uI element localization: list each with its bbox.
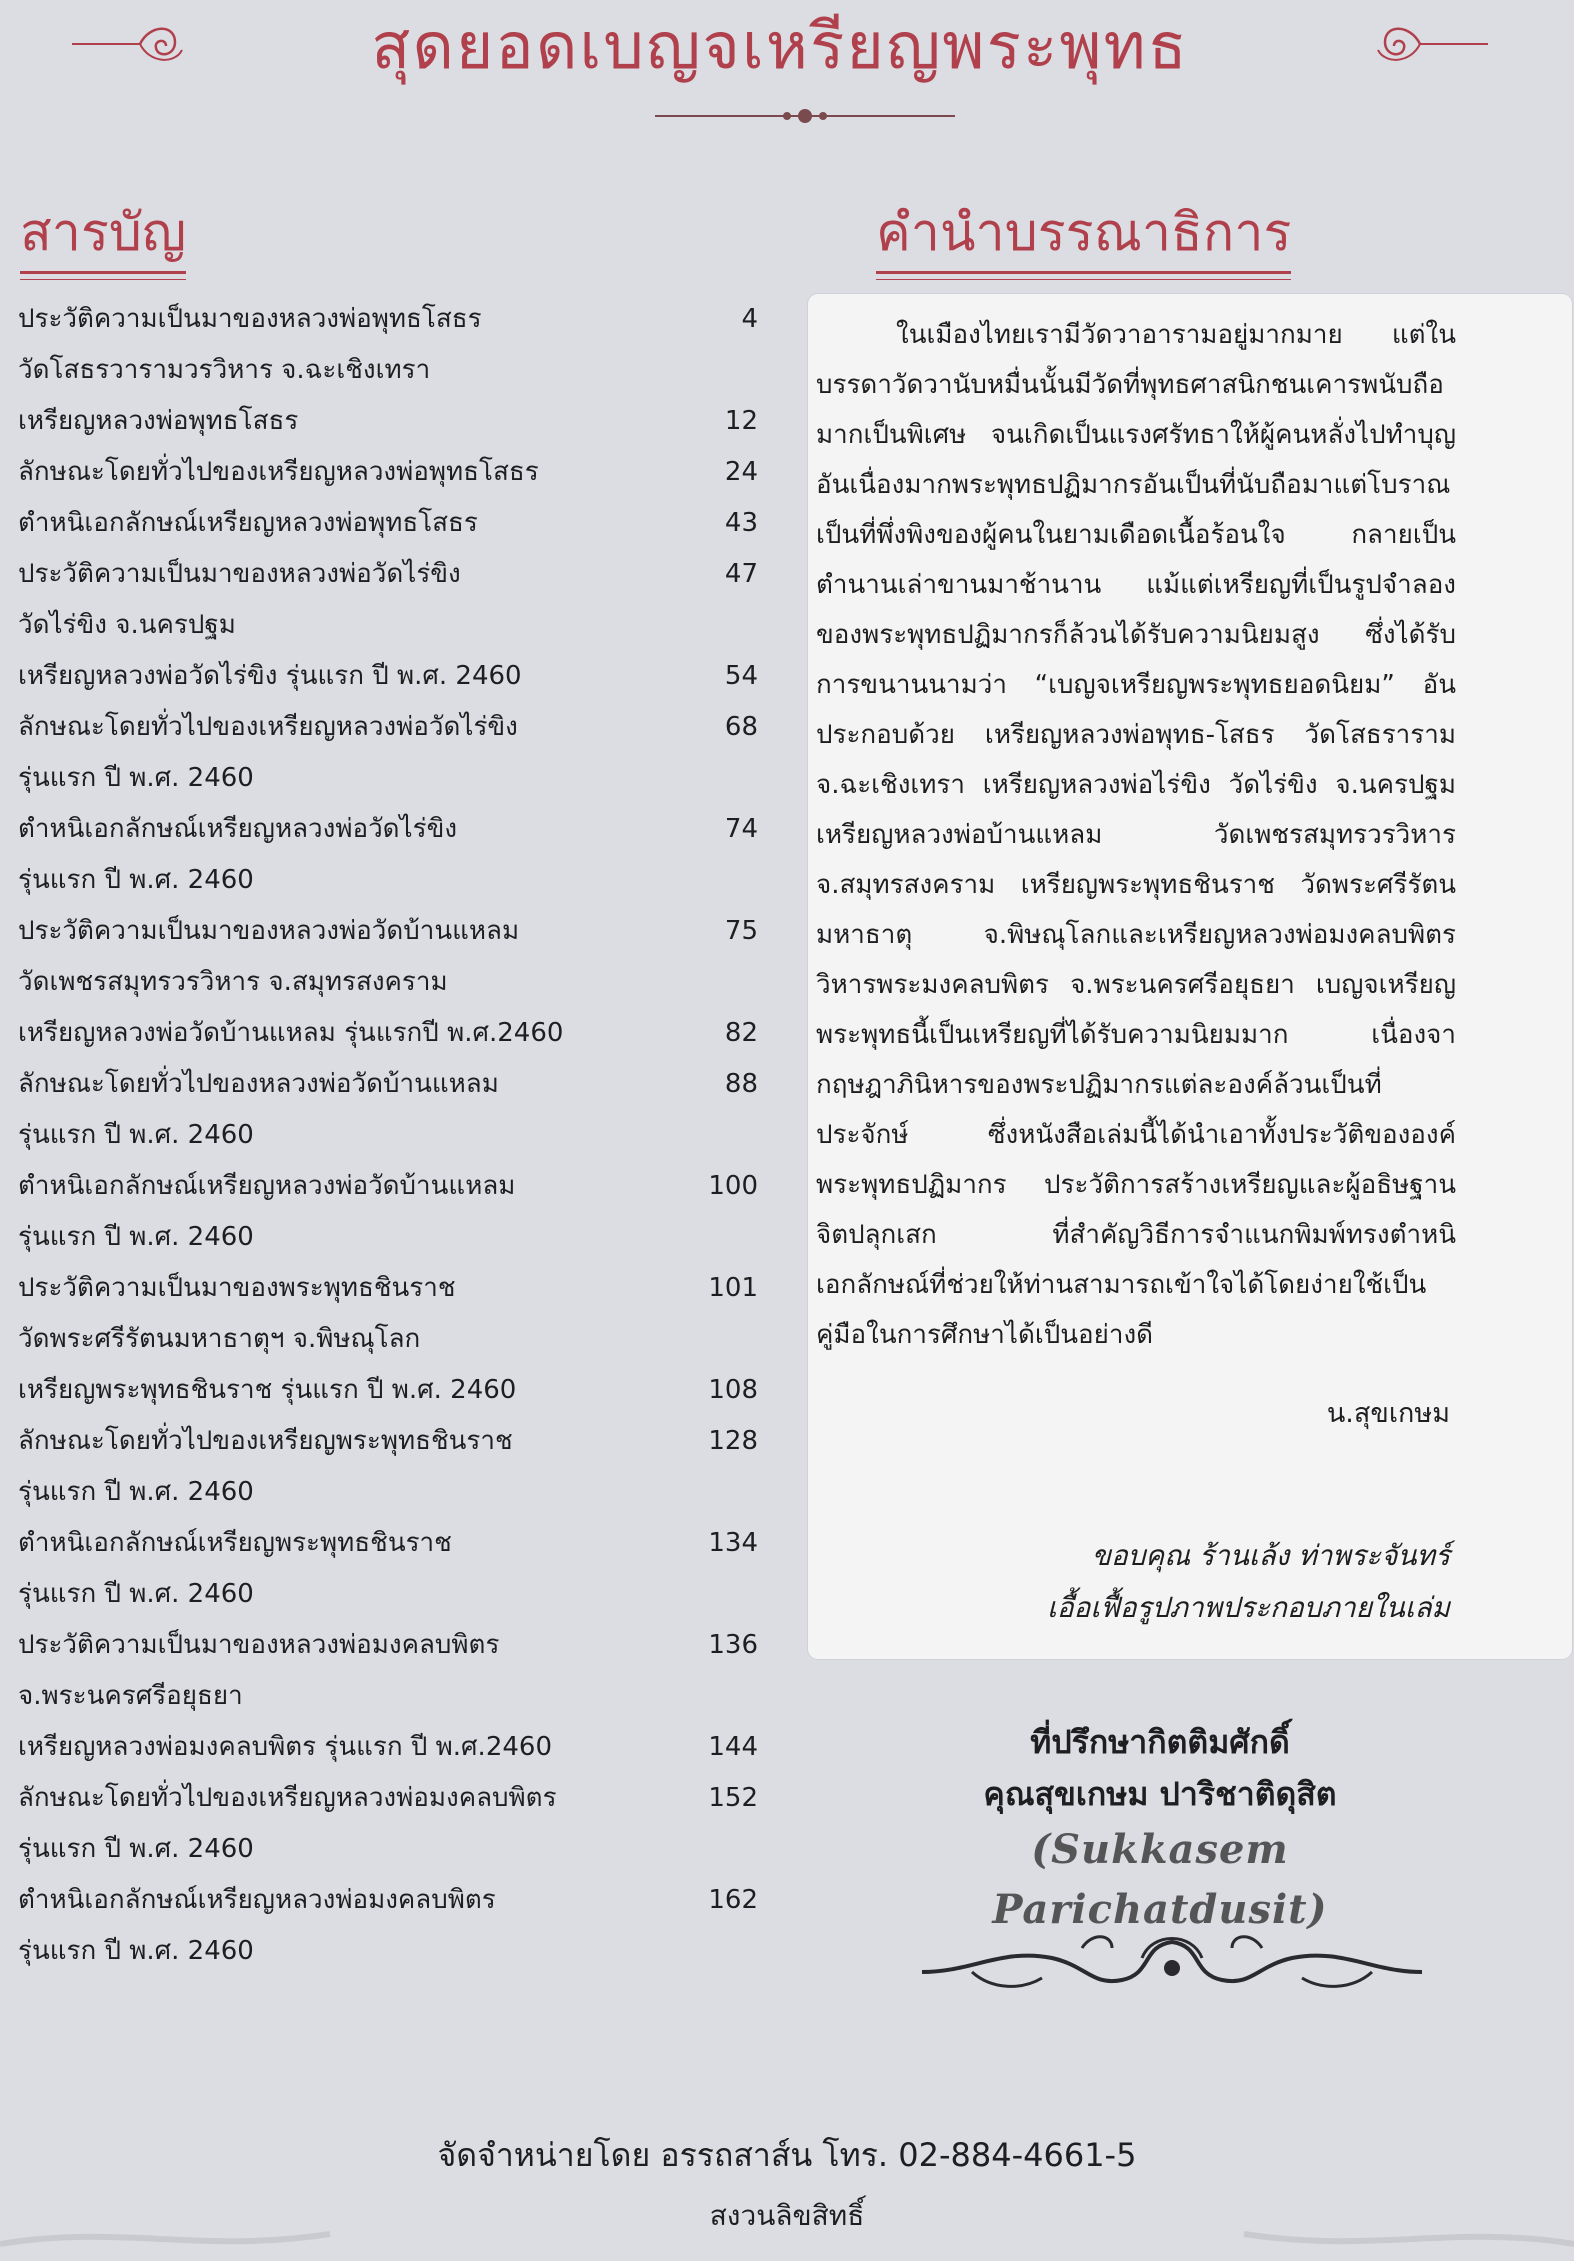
toc-entry-page: 12 [724, 406, 758, 436]
toc-entry [18, 753, 758, 804]
acknowledgement-line-1: ขอบคุณ ร้านเล้ง ท่าพระจันทร์ [1091, 1539, 1450, 1572]
ornament-flourish-icon [912, 1928, 1432, 1998]
toc-entry [18, 1722, 758, 1773]
advisor-block [860, 1716, 1460, 1820]
toc-entry-title: ตำหนิเอกลักษณ์เหรียญหลวงพ่อวัดบ้านแหลม [18, 1171, 516, 1201]
page-header-title: สุดยอดเบญจเหรียญพระพุทธ [371, 10, 1189, 84]
toc-entry [18, 957, 758, 1008]
toc-entry-title: ลักษณะโดยทั่วไปของเหรียญหลวงพ่อวัดไร่ขิง [18, 712, 518, 742]
advisor-name-english: (Sukkasem Parichatdusit) [992, 1826, 1328, 1933]
toc-entry-page: 47 [724, 559, 758, 589]
toc-entry-title: รุ่นแรก ปี พ.ศ. 2460 [18, 1477, 254, 1507]
toc-entry-title: วัดไร่ขิง จ.นครปฐม [18, 610, 236, 640]
toc-entry-page: 152 [708, 1783, 758, 1813]
toc-entry-page: 75 [724, 916, 758, 946]
editor-preface-heading: คำนำบรรณาธิการ [876, 198, 1291, 268]
toc-entry [18, 1263, 758, 1314]
toc-entry [18, 702, 758, 753]
toc-entry-title: รุ่นแรก ปี พ.ศ. 2460 [18, 1222, 254, 1252]
toc-entry-title: วัดโสธรวารามวรวิหาร จ.ฉะเชิงเทรา [18, 355, 431, 385]
toc-entry [18, 1314, 758, 1365]
toc-entry-title: ตำหนิเอกลักษณ์เหรียญพระพุทธชินราช [18, 1528, 452, 1558]
toc-entry-title: วัดพระศรีรัตนมหาธาตุฯ จ.พิษณุโลก [18, 1324, 421, 1354]
toc-entry-title: รุ่นแรก ปี พ.ศ. 2460 [18, 1834, 254, 1864]
toc-entry [18, 1365, 758, 1416]
toc-entry [18, 1110, 758, 1161]
preface-signature: น.สุขเกษม [1326, 1398, 1450, 1429]
toc-entry [18, 1569, 758, 1620]
toc-entry-page: 136 [708, 1630, 758, 1660]
copyright-line: สงวนลิขสิทธิ์ [709, 2199, 865, 2232]
toc-entry-title: ประวัติความเป็นมาของหลวงพ่อมงคลบพิตร [18, 1630, 500, 1660]
toc-entry-title: รุ่นแรก ปี พ.ศ. 2460 [18, 865, 254, 895]
toc-entry [18, 1620, 758, 1671]
toc-entry-title: เหรียญหลวงพ่อวัดไร่ขิง รุ่นแรก ปี พ.ศ. 2460 [18, 661, 522, 691]
toc-entry-title: เหรียญหลวงพ่อวัดบ้านแหลม รุ่นแรกปี พ.ศ.2460 [18, 1018, 564, 1048]
toc-entry [18, 906, 758, 957]
toc-entry-title: ประวัติความเป็นมาของหลวงพ่อวัดบ้านแหลม [18, 916, 520, 946]
toc-entry-title: วัดเพชรสมุทรวรวิหาร จ.สมุทรสงคราม [18, 967, 448, 997]
toc-entry-title: ประวัติความเป็นมาของหลวงพ่อวัดไร่ขิง [18, 559, 461, 589]
toc-entry [18, 804, 758, 855]
toc-entry-page: 43 [724, 508, 758, 538]
left-flourish-icon [70, 14, 190, 74]
toc-entry [18, 1875, 758, 1926]
toc-entry [18, 396, 758, 447]
toc-entry-title: ตำหนิเอกลักษณ์เหรียญหลวงพ่อมงคลบพิตร [18, 1885, 496, 1915]
toc-entry-title: จ.พระนครศรีอยุธยา [18, 1681, 243, 1711]
header-divider-icon [655, 106, 955, 126]
toc-entry [18, 651, 758, 702]
toc-entry-page: 128 [708, 1426, 758, 1456]
toc-entry [18, 345, 758, 396]
toc-entry [18, 1161, 758, 1212]
toc-entry-page: 162 [708, 1885, 758, 1915]
toc-entry-title: รุ่นแรก ปี พ.ศ. 2460 [18, 1936, 254, 1966]
distributor-line: จัดจำหน่ายโดย อรรถสาส์น โทร. 02-884-4661-5 [437, 2136, 1137, 2174]
toc-entry-page: 88 [724, 1069, 758, 1099]
toc-entry [18, 1467, 758, 1518]
toc-entry [18, 1518, 758, 1569]
toc-entry-title: ลักษณะโดยทั่วไปของเหรียญพระพุทธชินราช [18, 1426, 513, 1456]
toc-entry [18, 855, 758, 906]
toc-entry-page: 24 [724, 457, 758, 487]
toc-entry-page: 74 [724, 814, 758, 844]
toc-entry [18, 294, 758, 345]
toc-entry-page: 100 [708, 1171, 758, 1201]
toc-entry-page: 54 [724, 661, 758, 691]
toc-entry-page: 134 [708, 1528, 758, 1558]
right-flourish-icon [1370, 14, 1490, 74]
toc-entry-title: รุ่นแรก ปี พ.ศ. 2460 [18, 1120, 254, 1150]
advisor-heading: ที่ปรึกษากิตติมศักดิ์ [1030, 1723, 1290, 1761]
toc-entry [18, 1773, 758, 1824]
toc-entry-page: 4 [741, 304, 758, 334]
toc-entry-page: 108 [708, 1375, 758, 1405]
toc-entry-page: 68 [724, 712, 758, 742]
toc-entry [18, 1008, 758, 1059]
toc-entry-page: 144 [708, 1732, 758, 1762]
bottom-scroll-decoration-icon [0, 2214, 1574, 2261]
table-of-contents [18, 294, 758, 1977]
toc-entry-title: เหรียญพระพุทธชินราช รุ่นแรก ปี พ.ศ. 2460 [18, 1375, 517, 1405]
toc-entry [18, 549, 758, 600]
acknowledgement [880, 1530, 1450, 1634]
toc-entry-title: ตำหนิเอกลักษณ์เหรียญหลวงพ่อวัดไร่ขิง [18, 814, 458, 844]
toc-entry-page: 101 [708, 1273, 758, 1303]
toc-heading: สารบัญ [20, 198, 186, 268]
toc-entry-title: ลักษณะโดยทั่วไปของเหรียญหลวงพ่อมงคลบพิตร [18, 1783, 557, 1813]
toc-entry-title: รุ่นแรก ปี พ.ศ. 2460 [18, 1579, 254, 1609]
toc-entry-title: ประวัติความเป็นมาของพระพุทธชินราช [18, 1273, 456, 1303]
preface-body: ในเมืองไทยเรามีวัดวาอารามอยู่มากมาย แต่ในบรรดาวัดวานับหมื่นนั้นมีวัดที่พุทธศาสนิกชนเคารพนับถือมากเป็นพิเศษ จนเกิดเป็นแรงศรัทธาให้ผู้คนหลั่งไปทำบุญ อันเนื่องมากพระพุทธปฏิมากรอันเป็นที่นับถือมาแต่โบราณ เป็นที่พึ่งพิงของผู้คนในยามเดือดเนื้อร้อนใจ กลายเป็นตำนานเล่าขานมาช้านาน แม้แต่เหรียญที่เป็นรูปจำลองของพระพุทธปฏิมากรก็ล้วนได้รับความนิยมสูง ซึ่งได้รับการขนานนามว่า “เบญจเหรียญพระพุทธยอดนิยม” อันประกอบด้วย เหรียญหลวงพ่อพุทธ-โสธร วัดโสธราราม จ.ฉะเชิงเทรา เหรียญหลวงพ่อไร่ขิง วัดไร่ขิง จ.นครปฐม เหรียญหลวงพ่อบ้านแหลม วัดเพชรสมุทรวรวิหาร จ.สมุทรสงคราม เหรียญพระพุทธชินราช วัดพระศรีรัตนมหาธาตุ จ.พิษณุโลกและเหรียญหลวงพ่อมงคลบพิตร วิหารพระมงคลบพิตร จ.พระนครศรีอยุธยา เบญจเหรียญพระพุทธนี้เป็นเหรียญที่ได้รับความนิยมมาก เนื่องจากฤษฎาภินิหารของพระปฏิมากรแต่ละองค์ล้วนเป็นที่ประจักษ์ ซึ่งหนังสือเล่มนี้ได้นำเอาทั้งประวัติขององค์พระพุทธปฏิมากร ประวัติการสร้างเหรียญและผู้อธิษฐานจิตปลุกเสก ที่สำคัญวิธีการจำแนกพิมพ์ทรงตำหนิเอกลักษณ์ที่ช่วยให้ท่านสามารถเข้าใจได้โดยง่ายใช้เป็นคู่มือในการศึกษาได้เป็นอย่างดี [816, 320, 1456, 1350]
toc-entry [18, 600, 758, 651]
acknowledgement-line-2: เอื้อเฟื้อรูปภาพประกอบภายในเล่ม [1047, 1591, 1450, 1624]
toc-entry [18, 498, 758, 549]
toc-entry [18, 1416, 758, 1467]
toc-entry [18, 1824, 758, 1875]
toc-entry-title: ประวัติความเป็นมาของหลวงพ่อพุทธโสธร [18, 304, 482, 334]
advisor-name: คุณสุขเกษม ปาริชาติดุสิต [983, 1775, 1337, 1813]
toc-entry [18, 1059, 758, 1110]
toc-entry [18, 447, 758, 498]
toc-entry-title: เหรียญหลวงพ่อพุทธโสธร [18, 406, 299, 436]
toc-entry-page: 82 [724, 1018, 758, 1048]
toc-entry-title: ลักษณะโดยทั่วไปของเหรียญหลวงพ่อพุทธโสธร [18, 457, 539, 487]
toc-entry-title: รุ่นแรก ปี พ.ศ. 2460 [18, 763, 254, 793]
toc-entry [18, 1212, 758, 1263]
toc-entry-title: ลักษณะโดยทั่วไปของหลวงพ่อวัดบ้านแหลม [18, 1069, 499, 1099]
toc-entry [18, 1926, 758, 1977]
toc-entry [18, 1671, 758, 1722]
toc-entry-title: เหรียญหลวงพ่อมงคลบพิตร รุ่นแรก ปี พ.ศ.2460 [18, 1732, 552, 1762]
toc-entry-title: ตำหนิเอกลักษณ์เหรียญหลวงพ่อพุทธโสธร [18, 508, 478, 538]
